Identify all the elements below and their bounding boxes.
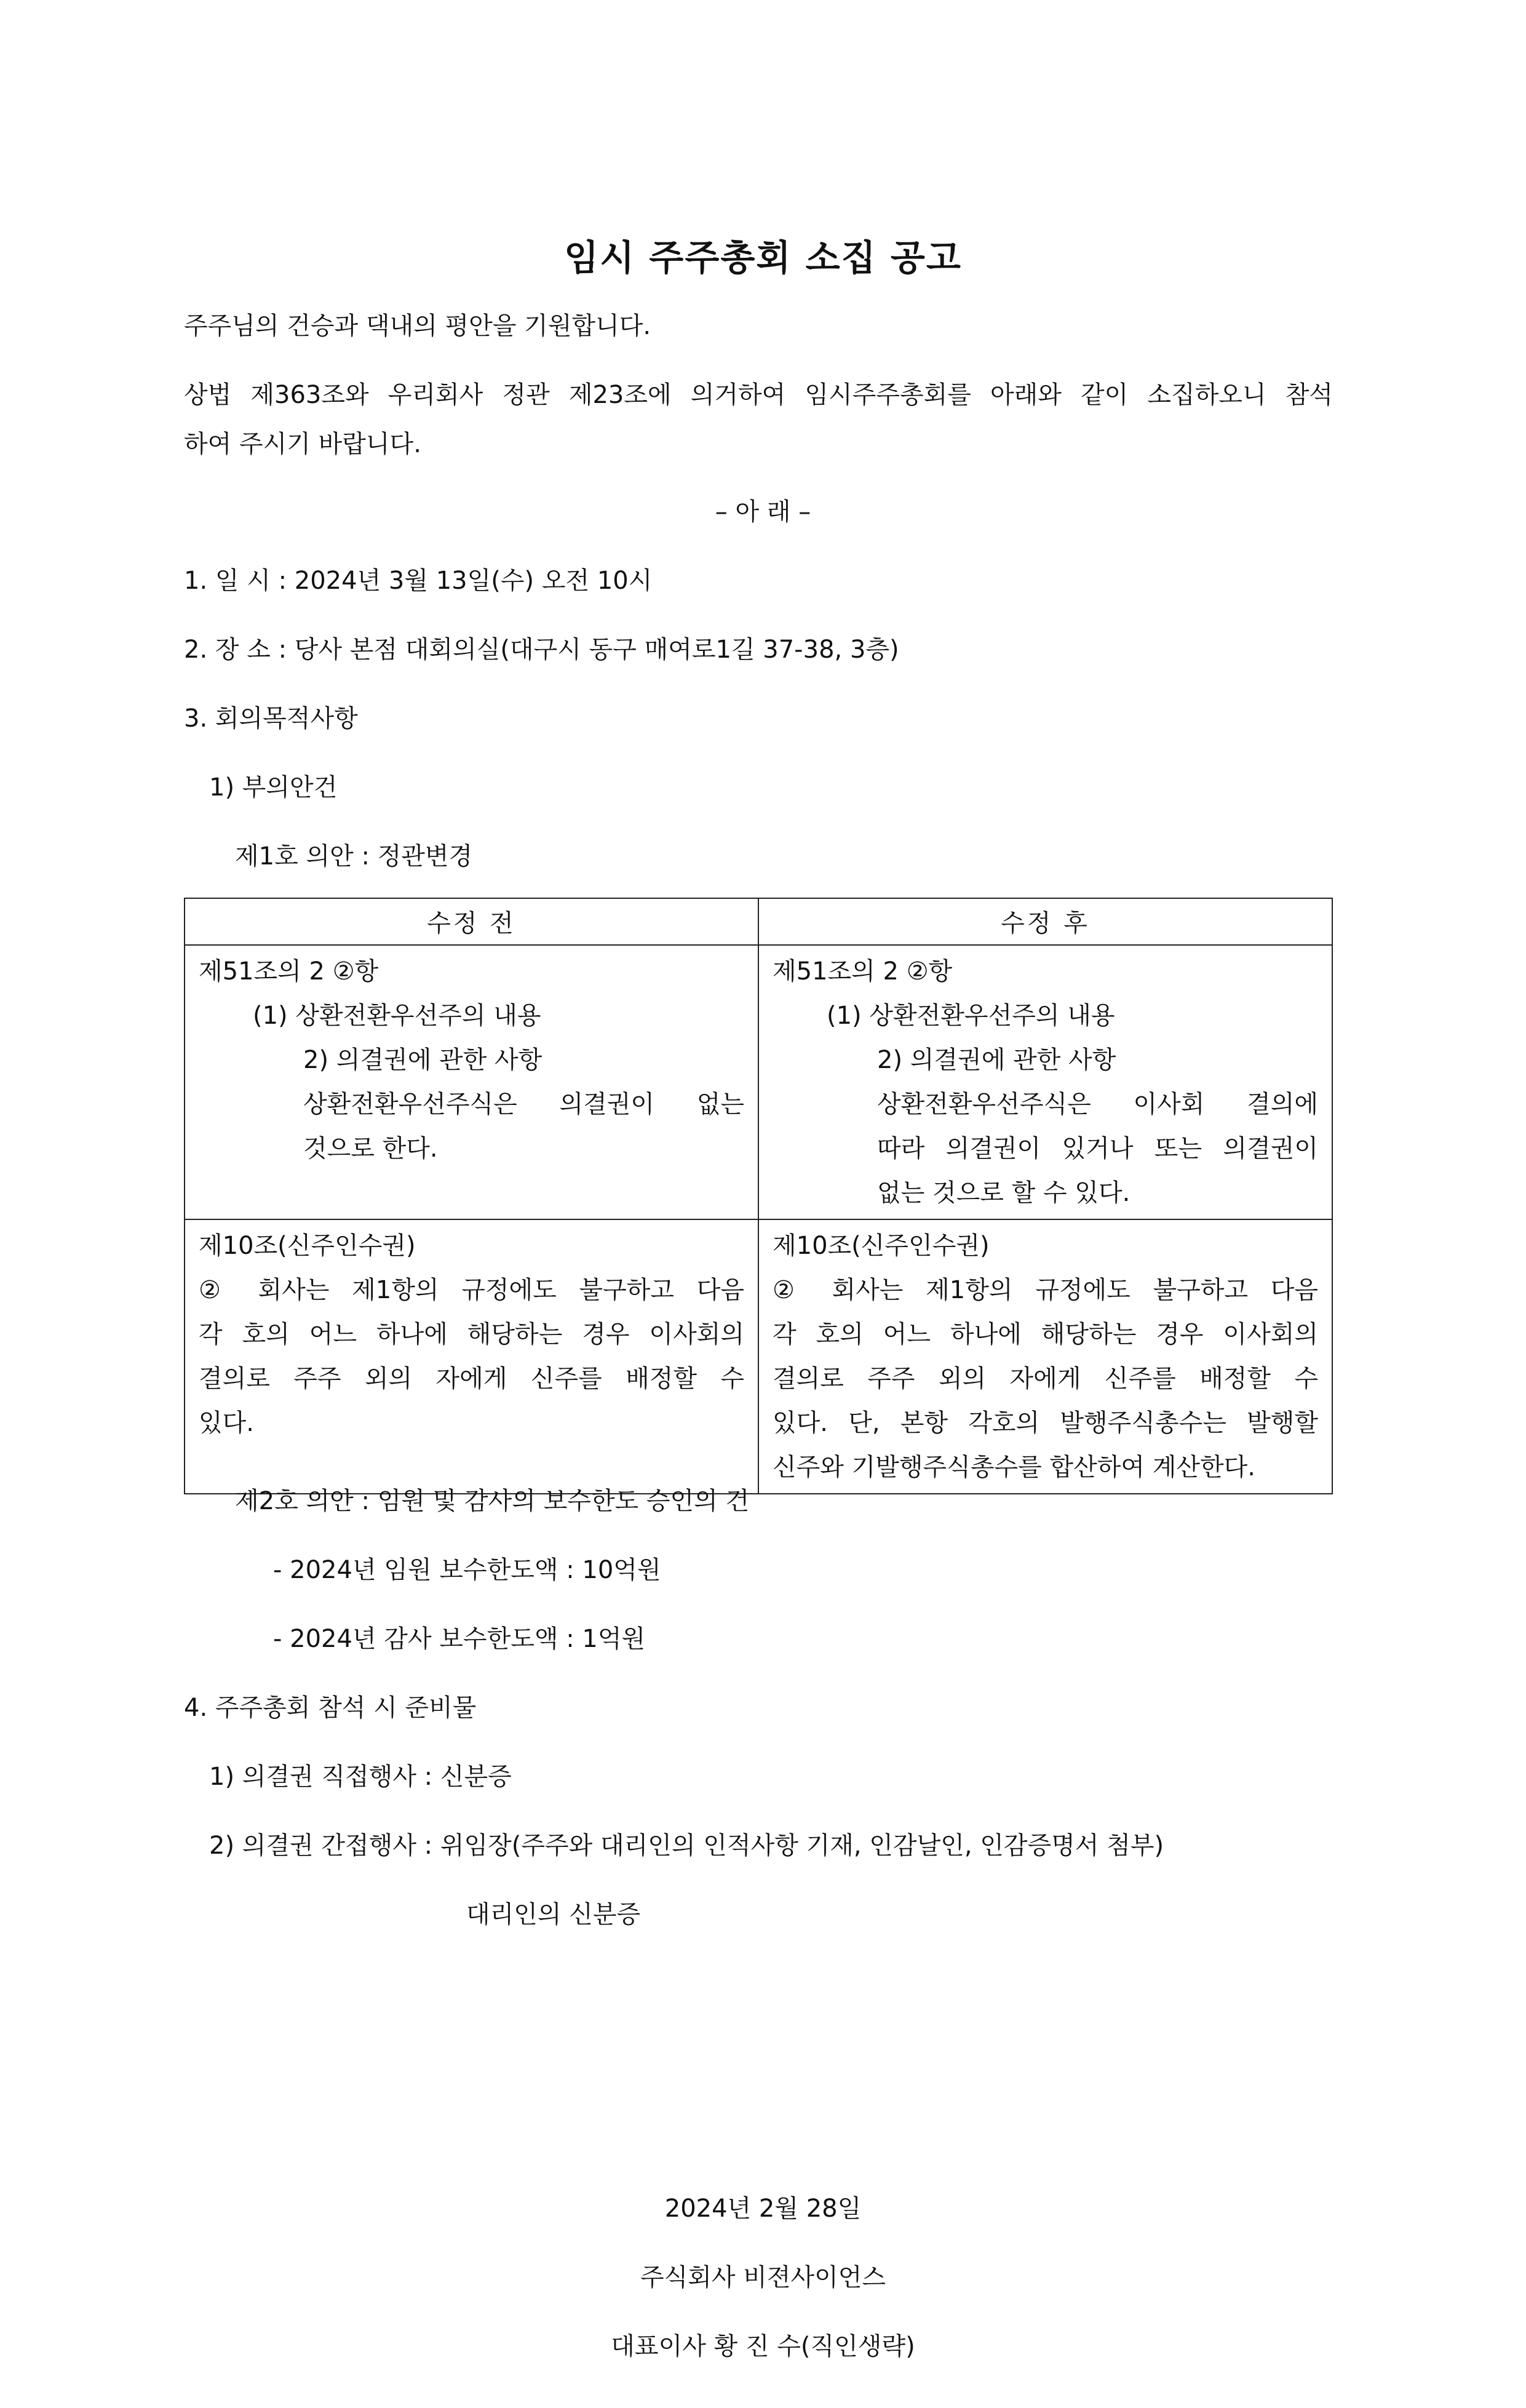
table-header-row <box>185 898 1332 945</box>
row2-before-line: 있다. <box>199 1409 254 1437</box>
row1-before-line: 제51조의 2 ②항 <box>199 957 379 986</box>
row1-after-line: (1) 상환전환우선주의 내용 <box>827 1002 1115 1030</box>
company-name: 주식회사 비젼사이언스 <box>640 2263 886 2292</box>
row1-after-line: 따라 의결권이 있거나 또는 의결권이 <box>877 1134 1318 1163</box>
item-purpose: 3. 회의목적사항 <box>184 704 358 733</box>
agenda-2-sub-2: - 2024년 감사 보수한도액 : 1억원 <box>273 1625 646 1653</box>
table-row <box>185 1219 1332 1494</box>
row2-after-line: 제10조(신주인수권) <box>773 1232 990 1260</box>
row2-before-cell <box>185 1219 758 1494</box>
row2-after-line: ② 회사는 제1항의 규정에도 불구하고 다음 <box>773 1276 1318 1304</box>
row1-after-line: 2) 의결권에 관한 사항 <box>877 1046 1116 1074</box>
row2-after-line: 결의로 주주 외의 자에게 신주를 배정할 수 <box>773 1365 1318 1393</box>
row1-after-line: 없는 것으로 할 수 있다. <box>877 1179 1131 1207</box>
row2-after-cell <box>758 1219 1332 1494</box>
header-after: 수정 후 <box>758 898 1332 945</box>
row2-before-line: 각 호의 어느 하나에 해당하는 경우 이사회의 <box>199 1320 744 1349</box>
prep-2-continued: 대리인의 신분증 <box>466 1900 641 1929</box>
ceo-signature: 대표이사 황 진 수(직인생략) <box>611 2332 915 2361</box>
amendment-table <box>184 898 1333 1494</box>
row1-before-line: 것으로 한다. <box>303 1134 438 1163</box>
item-prep: 4. 주주총회 참석 시 준비물 <box>184 1694 477 1722</box>
row2-after-line: 각 호의 어느 하나에 해당하는 경우 이사회의 <box>773 1320 1318 1349</box>
agenda-heading: 1) 부의안건 <box>209 773 338 802</box>
row2-before-line: ② 회사는 제1항의 규정에도 불구하고 다음 <box>199 1276 744 1304</box>
table-row <box>185 945 1332 1219</box>
row2-after-line: 신주와 기발행주식총수를 합산하여 계산한다. <box>773 1453 1256 1481</box>
intro-line-2: 하여 주시기 바랍니다. <box>184 430 421 458</box>
row2-before-line: 결의로 주주 외의 자에게 신주를 배정할 수 <box>199 1365 744 1393</box>
row1-before-cell <box>185 945 758 1219</box>
agenda-1: 제1호 의안 : 정관변경 <box>235 842 473 871</box>
agenda-2-sub-1: - 2024년 임원 보수한도액 : 10억원 <box>273 1556 661 1584</box>
row1-after-line: 제51조의 2 ②항 <box>773 957 953 986</box>
separator-label: – 아 래 – <box>715 498 811 526</box>
prep-1: 1) 의결권 직접행사 : 신분증 <box>209 1763 512 1791</box>
row1-before-line: 2) 의결권에 관한 사항 <box>303 1046 542 1074</box>
page-title: 임시 주주총회 소집 공고 <box>564 237 962 279</box>
row2-after-line: 있다. 단, 본항 각호의 발행주식총수는 발행할 <box>773 1409 1318 1437</box>
row1-after-cell <box>758 945 1332 1219</box>
row2-before-line: 제10조(신주인수권) <box>199 1232 416 1260</box>
item-place: 2. 장 소 : 당사 본점 대회의실(대구시 동구 매여로1길 37-38, 3층) <box>184 636 899 664</box>
notice-date: 2024년 2월 28일 <box>664 2195 862 2223</box>
row1-before-line: (1) 상환전환우선주의 내용 <box>253 1002 541 1030</box>
row1-after-line: 상환전환우선주식은 이사회 결의에 <box>877 1090 1318 1118</box>
item-datetime: 1. 일 시 : 2024년 3월 13일(수) 오전 10시 <box>184 567 653 595</box>
header-before: 수정 전 <box>185 898 758 945</box>
agenda-2: 제2호 의안 : 임원 및 감사의 보수한도 승인의 건 <box>235 1487 750 1515</box>
greeting-text: 주주님의 건승과 댁내의 평안을 기원합니다. <box>184 312 651 340</box>
intro-line-1: 상법 제363조와 우리회사 정관 제23조에 의거하여 임시주주총회를 아래와 같이 소집하오니 참석 <box>184 381 1333 409</box>
prep-2: 2) 의결권 간접행사 : 위임장(주주와 대리인의 인적사항 기재, 인감날인, 인감증명서 첨부) <box>209 1832 1164 1860</box>
row1-before-line: 상환전환우선주식은 의결권이 없는 <box>303 1090 744 1118</box>
